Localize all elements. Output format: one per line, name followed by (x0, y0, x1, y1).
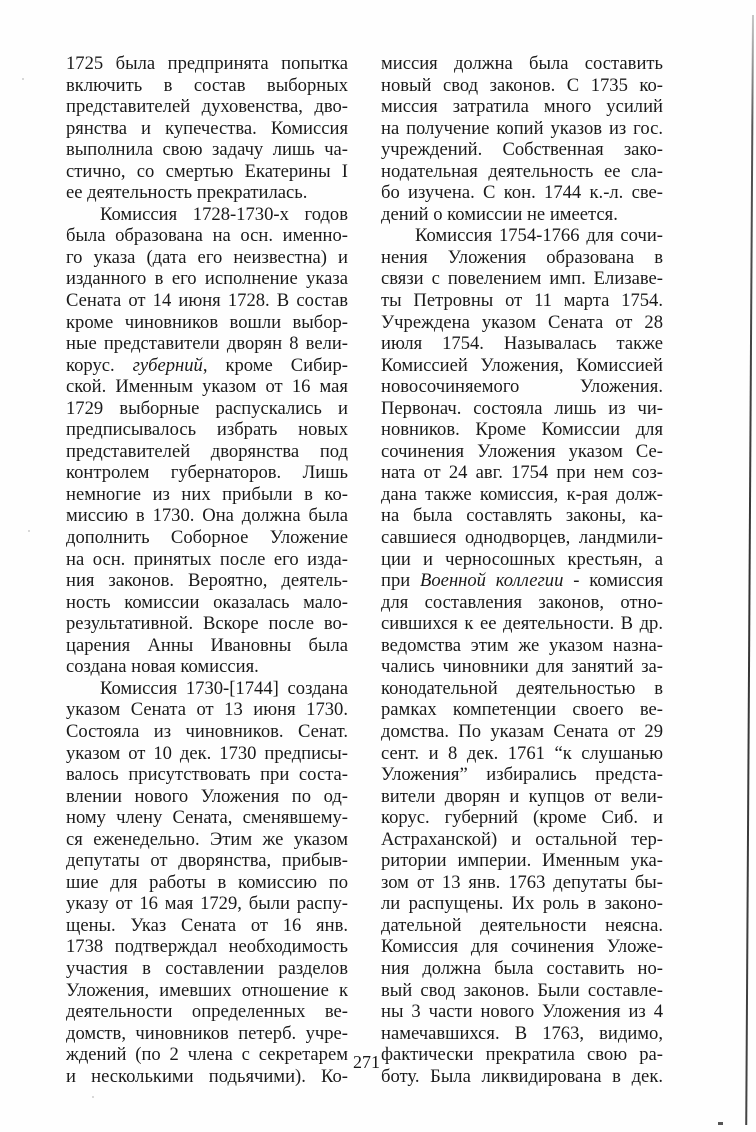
text-line: деятельности определенных ве- (66, 1001, 348, 1023)
text-line: 1738 подтверждал необходимость (66, 936, 348, 958)
text-line: ся еженедельно. Этим же указом (66, 828, 348, 850)
text-line: учреждений. Собственная зако- (381, 139, 663, 161)
text-line: депутаты от дворянства, прибыв- (66, 850, 348, 872)
text-line: зом от 13 янв. 1763 депутаты бы- (381, 871, 663, 893)
text-line: при Военной коллегии - комиссия (381, 570, 663, 592)
text-line: участия в составлении разделов (66, 957, 348, 979)
text-line: включить в состав выборных (66, 74, 348, 96)
text-line: вый свод законов. Были составле- (381, 979, 663, 1001)
text-line: июля 1754. Называлась также (381, 333, 663, 355)
text-line: Комиссией Уложения, Комиссией (381, 354, 663, 376)
text-line: ные представители дворян 8 вели- (66, 333, 348, 355)
text-line: Комиссия 1728-1730-х годов (100, 203, 348, 225)
text-line: дательной деятельности неясна. (381, 914, 663, 936)
text-line: намечавшихся. В 1763, видимо, (381, 1022, 663, 1044)
text-line: была образована на осн. именно- (66, 225, 348, 247)
text-line: новников. Кроме Комиссии для (381, 419, 663, 441)
text-line: 1725 была предпринята попытка (66, 53, 348, 74)
text-line: на была составлять законы, ка- (381, 505, 663, 527)
left-column (66, 53, 348, 1087)
text-line: царения Анны Ивановны была (66, 634, 348, 656)
text-line: дополнить Соборное Уложение (66, 527, 348, 549)
text-line: вители дворян и купцов от вели- (381, 785, 663, 807)
text-line: корус. губерний (кроме Сиб. и (381, 807, 663, 829)
text-line: сочинения Уложения указом Се- (381, 440, 663, 462)
text-line: дений о комиссии не имеется. (381, 203, 618, 225)
text-line: чались чиновники для занятий за- (381, 656, 663, 678)
text-line: миссия должна была составить (381, 53, 663, 74)
text-line: выполнила свою задачу лишь ча- (66, 139, 348, 161)
text-line: боту. Была ликвидирована в дек. (381, 1065, 663, 1087)
text-line: Уложения” избирались предста- (381, 764, 663, 786)
text-line: указом от 10 дек. 1730 предписы- (66, 742, 348, 764)
text-line: предписывалось избрать новых (66, 419, 348, 441)
text-line: Комиссия 1730-[1744] создана (100, 677, 348, 699)
text-line: нодательная деятельность ее сла- (381, 160, 663, 182)
text-line: ритории империи. Именным ука- (381, 850, 663, 872)
text-line: связи с повелением имп. Елизаве- (381, 268, 663, 290)
text-line: сент. и 8 дек. 1761 “к слушанью (381, 742, 663, 764)
text-line: ната от 24 авг. 1754 при нем соз- (381, 462, 663, 484)
text-line: Астраханской) и остальной тер- (381, 828, 663, 850)
text-line: миссия затратила много усилий (381, 96, 663, 118)
text-line: ния законов. Вероятно, деятель- (66, 570, 348, 592)
italic-term: губерний (132, 354, 203, 376)
text-line: представителей духовенства, дво- (66, 96, 348, 118)
text-line: нения Уложения образована в (381, 246, 663, 268)
text-line: домства. По указам Сената от 29 (381, 720, 663, 742)
text-line: сившихся к ее деятельности. В др. (381, 613, 663, 635)
italic-term: Военной коллегии (420, 570, 564, 592)
text-line: Комиссия для сочинения Уложе- (381, 936, 663, 958)
text-line: конодательной деятельностью в (381, 677, 663, 699)
scan-speck (22, 78, 24, 80)
text-line: рянства и купечества. Комиссия (66, 117, 348, 139)
text-line: на осн. принятых после его изда- (66, 548, 348, 570)
text-line: контролем губернаторов. Лишь (66, 462, 348, 484)
text-line: савшиеся однодворцев, ландмили- (381, 527, 663, 549)
text-line: ны 3 части нового Уложения из 4 (381, 1001, 663, 1023)
right-column (381, 53, 663, 1087)
text-line: на получение копий указов из гос. (381, 117, 663, 139)
text-line: рамках компетенции своего ве- (381, 699, 663, 721)
text-line: создана новая комиссия. (66, 656, 259, 678)
text-line: ждений (по 2 члена с секретарем (66, 1044, 348, 1066)
text-line: 1729 выборные распускались и (66, 397, 348, 419)
text-line: ции и черносошных крестьян, а (381, 548, 663, 570)
text-line: ность комиссии оказалась мало- (66, 591, 348, 613)
text-line: влении нового Уложения по од- (66, 785, 348, 807)
text-line: шие для работы в комиссию по (66, 871, 348, 893)
text-line: ли распущены. Их роль в законо- (381, 893, 663, 915)
text-line: фактически прекратила свою ра- (381, 1044, 663, 1066)
text-line: Сената от 14 июня 1728. В состав (66, 290, 348, 312)
text-line: представителей дворянства под (66, 440, 348, 462)
text-line: изданного в его исполнение указа (66, 268, 348, 290)
text-line: миссию в 1730. Она должна была (66, 505, 348, 527)
scan-edge-mark (718, 1122, 723, 1125)
scan-edge-line (745, 15, 753, 1125)
text-line: ния должна была составить но- (381, 957, 663, 979)
text-line: немногие из них прибыли в ко- (66, 483, 348, 505)
text-line: ты Петровны от 11 марта 1754. (381, 290, 663, 312)
text-line: корус. губерний, кроме Сибир- (66, 354, 348, 376)
scan-speck (28, 530, 30, 532)
text-line: результативной. Вскоре после во- (66, 613, 348, 635)
scan-speck (92, 1096, 94, 1098)
text-line: Комиссия 1754-1766 для сочи- (415, 225, 663, 247)
text-line: Состояла из чиновников. Сенат. (66, 720, 348, 742)
text-line: ведомства этим же указом назна- (381, 634, 663, 656)
text-line: кроме чиновников вошли выбор- (66, 311, 348, 333)
text-line: ской. Именным указом от 16 мая (66, 376, 348, 398)
text-line: и несколькими подьячими). Ко- (66, 1065, 348, 1087)
text-line: го указа (дата его неизвестна) и (66, 246, 348, 268)
text-line: валось присутствовать при соста- (66, 764, 348, 786)
text-line: бо изучена. С кон. 1744 к.-л. све- (381, 182, 663, 204)
text-line: щены. Указ Сената от 16 янв. (66, 914, 348, 936)
text-line: Уложения, имевших отношение к (66, 979, 348, 1001)
text-line: дана также комиссия, к-рая долж- (381, 483, 663, 505)
page-number: 271 (353, 1052, 380, 1072)
text-line: указу от 16 мая 1729, были распу- (66, 893, 348, 915)
text-line: Учреждена указом Сената от 28 (381, 311, 663, 333)
text-line: новый свод законов. С 1735 ко- (381, 74, 663, 96)
text-line: для составления законов, отно- (381, 591, 663, 613)
text-line: стично, со смертью Екатерины I (66, 160, 348, 182)
text-line: домств, чиновников петерб. учре- (66, 1022, 348, 1044)
text-line: ному члену Сената, сменявшему- (66, 807, 348, 829)
text-line: ее деятельность прекратилась. (66, 182, 308, 204)
text-line: указом Сената от 13 июня 1730. (66, 699, 348, 721)
text-line: новосочиняемого Уложения. (381, 376, 663, 398)
text-line: Первонач. состояла лишь из чи- (381, 397, 663, 419)
